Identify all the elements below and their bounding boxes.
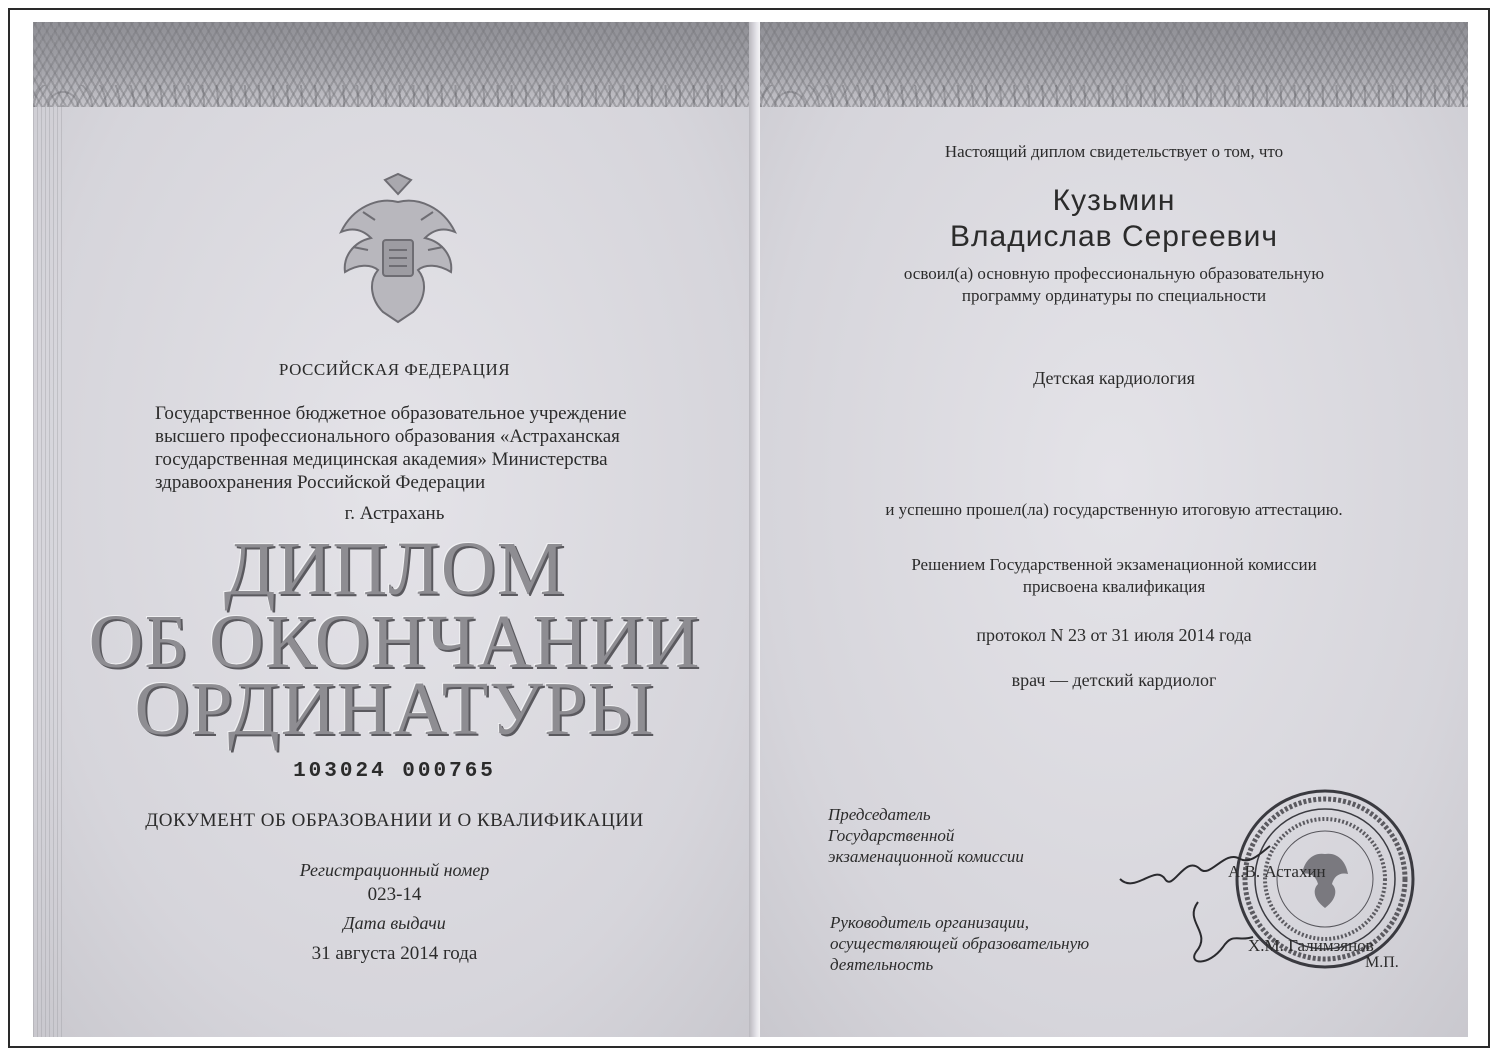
chair-title-line: Председатель	[828, 805, 931, 824]
institution-line: здравоохранения Российской Федерации	[155, 472, 486, 493]
issue-date: 31 августа 2014 года	[311, 943, 478, 964]
head-title-line: Руководитель организации,	[830, 913, 1030, 932]
guilloche-band	[760, 22, 1468, 107]
decision-text-line-2: присвоена квалификация	[1022, 577, 1206, 596]
head-signature	[1178, 892, 1258, 972]
decision-text-line-1: Решением Государственной экзаменационной комиссии	[911, 555, 1317, 574]
diploma-title-line-2: ОБ ОКОНЧАНИИ	[88, 600, 701, 684]
document-type: ДОКУМЕНТ ОБ ОБРАЗОВАНИИ И О КВАЛИФИКАЦИИ	[145, 810, 644, 831]
head-title-line: осуществляющей образовательную	[830, 934, 1090, 953]
intro-text: Настоящий диплом свидетельствует о том, что	[944, 142, 1284, 161]
left-page	[33, 22, 756, 1037]
institution-line: Государственное бюджетное образовательное учреждение	[155, 403, 627, 424]
serial-number: 103024 000765	[293, 760, 496, 783]
chair-title	[828, 804, 1024, 867]
qualification: врач — детский кардиолог	[1011, 670, 1217, 690]
chair-name: А.В. Астахин	[1228, 862, 1326, 881]
diploma-title-line-3: ОРДИНАТУРЫ	[134, 667, 655, 751]
head-name: Х.М. Галимзянов	[1248, 936, 1374, 955]
specialty: Детская кардиология	[1033, 368, 1195, 388]
chair-title-line: экзаменационной комиссии	[828, 847, 1024, 866]
program-text-line-1: освоил(а) основную профессиональную образовательную	[903, 264, 1325, 283]
coat-of-arms-emblem	[323, 172, 473, 332]
institution-name	[155, 402, 670, 494]
graduate-surname: Кузьмин	[1052, 184, 1176, 217]
issue-date-label: Дата выдачи	[343, 913, 446, 933]
head-title	[830, 912, 1089, 975]
country-name: РОССИЙСКАЯ ФЕДЕРАЦИЯ	[278, 360, 511, 379]
head-title-line: деятельность	[830, 955, 934, 974]
registration-number-label: Регистрационный номер	[299, 860, 490, 880]
diploma-spread	[33, 22, 1468, 1037]
diploma-title-line-1: ДИПЛОМ	[223, 527, 566, 611]
chair-title-line: Государственной	[828, 826, 955, 845]
city: г. Астрахань	[344, 503, 445, 524]
institution-line: высшего профессионального образования «Астраханская	[155, 426, 620, 447]
program-text-line-2: программу ординатуры по специальности	[961, 286, 1267, 305]
protocol-text: протокол N 23 от 31 июля 2014 года	[976, 625, 1252, 645]
seal-mark: М.П.	[1365, 954, 1399, 971]
institution-line: государственная медицинская академия» Министерства	[155, 449, 608, 470]
graduate-given-names: Владислав Сергеевич	[950, 220, 1278, 253]
attestation-text: и успешно прошел(ла) государственную итоговую аттестацию.	[885, 500, 1343, 519]
right-page	[760, 22, 1468, 1037]
registration-number: 023-14	[367, 884, 422, 905]
guilloche-band	[33, 22, 756, 107]
